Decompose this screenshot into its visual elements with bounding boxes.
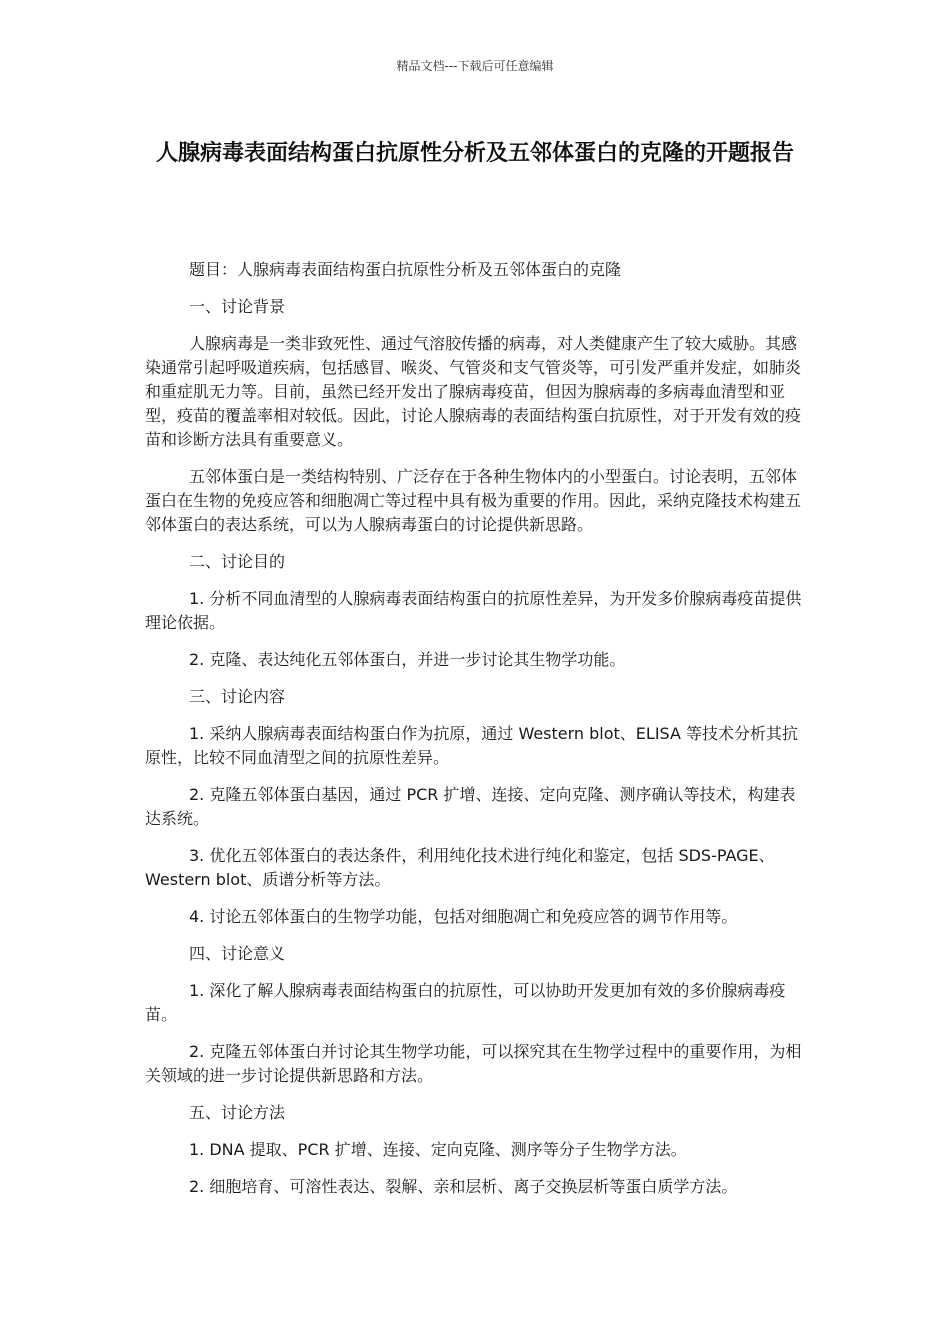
paragraph-topic: 题目：人腺病毒表面结构蛋白抗原性分析及五邻体蛋白的克隆 — [189, 260, 622, 279]
heading-background: 一、讨论背景 — [189, 297, 286, 316]
paragraph-significance-2: 2. 克隆五邻体蛋白并讨论其生物学功能，可以探究其在生物学过程中的重要作用，为相关领域的进一步讨论提供新思路和方法。 — [145, 1042, 802, 1085]
heading-content: 三、讨论内容 — [189, 687, 286, 706]
heading-methods: 五、讨论方法 — [189, 1103, 286, 1122]
paragraph-background-1: 人腺病毒是一类非致死性、通过气溶胶传播的病毒，对人类健康产生了较大威胁。其感染通常引起呼吸道疾病，包括感冒、喉炎、气管炎和支气管炎等，可引发严重并发症，如肺炎和重症肌无力等。目前，虽然已经开发出了腺病毒疫苗，但因为腺病毒的多病毒血清型和亚型，疫苗的覆盖率相对较低。因此，讨论人腺病毒的表面结构蛋白抗原性，对于开发有效的疫苗和诊断方法具有重要意义。 — [145, 334, 802, 449]
heading-purpose: 二、讨论目的 — [189, 552, 286, 571]
paragraph-content-4: 4. 讨论五邻体蛋白的生物学功能，包括对细胞凋亡和免疫应答的调节作用等。 — [189, 907, 738, 926]
paragraph-methods-2: 2. 细胞培育、可溶性表达、裂解、亲和层析、离子交换层析等蛋白质学方法。 — [189, 1177, 738, 1196]
heading-significance: 四、讨论意义 — [189, 944, 286, 963]
paragraph-significance-1: 1. 深化了解人腺病毒表面结构蛋白的抗原性，可以协助开发更加有效的多价腺病毒疫苗。 — [145, 981, 786, 1024]
paragraph-content-1: 1. 采纳人腺病毒表面结构蛋白作为抗原，通过 Western blot、ELISA 等技术分析其抗原性，比较不同血清型之间的抗原性差异。 — [145, 724, 799, 767]
paragraph-methods-1: 1. DNA 提取、PCR 扩增、连接、定向克隆、测序等分子生物学方法。 — [189, 1140, 687, 1159]
page-header: 精品文档---下载后可任意编辑 — [396, 59, 554, 73]
paragraph-content-2: 2. 克隆五邻体蛋白基因，通过 PCR 扩增、连接、定向克隆、测序确认等技术，构建表达系统。 — [145, 785, 796, 828]
document-title: 人腺病毒表面结构蛋白抗原性分析及五邻体蛋白的克隆的开题报告 — [155, 141, 794, 166]
paragraph-content-3: 3. 优化五邻体蛋白的表达条件，利用纯化技术进行纯化和鉴定，包括 SDS-PAGE、Western blot、质谱分析等方法。 — [145, 846, 775, 889]
paragraph-purpose-2: 2. 克隆、表达纯化五邻体蛋白，并进一步讨论其生物学功能。 — [189, 650, 626, 669]
document-body — [145, 258, 807, 1212]
paragraph-background-2: 五邻体蛋白是一类结构特别、广泛存在于各种生物体内的小型蛋白。讨论表明，五邻体蛋白在生物的免疫应答和细胞凋亡等过程中具有极为重要的作用。因此，采纳克隆技术构建五邻体蛋白的表达系统，可以为人腺病毒蛋白的讨论提供新思路。 — [145, 467, 802, 534]
paragraph-purpose-1: 1. 分析不同血清型的人腺病毒表面结构蛋白的抗原性差异，为开发多价腺病毒疫苗提供理论依据。 — [145, 589, 802, 632]
